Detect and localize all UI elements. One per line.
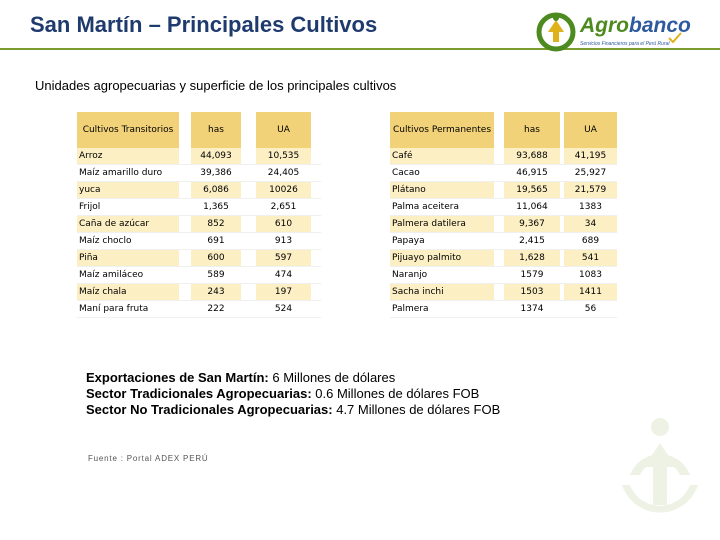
- table-row: [390, 267, 617, 284]
- column-header-crop: Cultivos Permanentes: [390, 112, 494, 148]
- column-header-crop: Cultivos Transitorios: [77, 112, 179, 148]
- source-note: Fuente : Portal ADEX PERÚ: [88, 454, 209, 463]
- crop-name-cell: Maní para fruta: [77, 301, 179, 318]
- ua-cell: 1411: [564, 284, 617, 301]
- hectares-cell: 1,628: [504, 250, 560, 267]
- hectares-cell: 1374: [504, 301, 560, 318]
- crop-name-cell: Palmera datilera: [390, 216, 494, 233]
- hectares-cell: 19,565: [504, 182, 560, 199]
- hectares-cell: 1579: [504, 267, 560, 284]
- table-row: [390, 233, 617, 250]
- table-row: [390, 199, 617, 216]
- hectares-cell: 1503: [504, 284, 560, 301]
- ua-cell: 474: [256, 267, 311, 284]
- section-subtitle: Unidades agropecuarias y superficie de los principales cultivos: [35, 78, 397, 93]
- crop-name-cell: Palmera: [390, 301, 494, 318]
- agrobanco-logo: [536, 10, 691, 58]
- hectares-cell: 691: [191, 233, 241, 250]
- transitory-crops-table: [77, 112, 321, 318]
- hectares-cell: 6,086: [191, 182, 241, 199]
- crop-name-cell: Frijol: [77, 199, 179, 216]
- hectares-cell: 93,688: [504, 148, 560, 165]
- table-row: [390, 165, 617, 182]
- crop-name-cell: Piña: [77, 250, 179, 267]
- ua-cell: 610: [256, 216, 311, 233]
- ua-cell: 913: [256, 233, 311, 250]
- agrobanco-leaf-icon: [536, 10, 578, 54]
- ua-cell: 597: [256, 250, 311, 267]
- column-header-ua: UA: [256, 112, 311, 148]
- crop-name-cell: Sacha inchi: [390, 284, 494, 301]
- hectares-cell: 243: [191, 284, 241, 301]
- table-row: [77, 199, 321, 216]
- ua-cell: 25,927: [564, 165, 617, 182]
- table-row: [390, 182, 617, 199]
- ua-cell: 34: [564, 216, 617, 233]
- crop-name-cell: Maíz amarillo duro: [77, 165, 179, 182]
- table-row: [77, 267, 321, 284]
- crop-name-cell: yuca: [77, 182, 179, 199]
- table-row: [390, 250, 617, 267]
- crop-name-cell: Maíz amiláceo: [77, 267, 179, 284]
- ua-cell: 21,579: [564, 182, 617, 199]
- table-row: [390, 284, 617, 301]
- hectares-cell: 1,365: [191, 199, 241, 216]
- table-row: [77, 233, 321, 250]
- crop-name-cell: Café: [390, 148, 494, 165]
- crop-name-cell: Maíz choclo: [77, 233, 179, 250]
- crop-name-cell: Arroz: [77, 148, 179, 165]
- crop-name-cell: Palma aceitera: [390, 199, 494, 216]
- ua-cell: 1383: [564, 199, 617, 216]
- ua-cell: 10,535: [256, 148, 311, 165]
- table-row: [77, 284, 321, 301]
- brand-tagline: Servicios Financieros para el Perú Rural: [580, 41, 670, 47]
- checkmark-icon: [668, 32, 682, 44]
- exports-total-line: [86, 370, 500, 386]
- hectares-cell: 222: [191, 301, 241, 318]
- table-header-row: [77, 112, 321, 148]
- table-row: [390, 148, 617, 165]
- brand-agro: Agro: [580, 14, 629, 37]
- exports-summary: [86, 370, 500, 418]
- ua-cell: 10026: [256, 182, 311, 199]
- exports-nontraditional-line: [86, 402, 500, 418]
- exports-total-value: 6 Millones de dólares: [272, 370, 396, 385]
- hectares-cell: 2,415: [504, 233, 560, 250]
- hectares-cell: 46,915: [504, 165, 560, 182]
- column-header-ua: UA: [564, 112, 617, 148]
- table-row: [77, 148, 321, 165]
- crop-name-cell: Naranjo: [390, 267, 494, 284]
- table-row: [77, 301, 321, 318]
- exports-nontraditional-value: 4.7 Millones de dólares FOB: [336, 402, 501, 417]
- exports-total-label: Exportaciones de San Martín:: [86, 370, 269, 385]
- ua-cell: 24,405: [256, 165, 311, 182]
- column-header-has: has: [504, 112, 560, 148]
- ua-cell: 541: [564, 250, 617, 267]
- hectares-cell: 600: [191, 250, 241, 267]
- table-row: [77, 182, 321, 199]
- exports-traditional-label: Sector Tradicionales Agropecuarias:: [86, 386, 312, 401]
- crop-name-cell: Cacao: [390, 165, 494, 182]
- hectares-cell: 11,064: [504, 199, 560, 216]
- ua-cell: 197: [256, 284, 311, 301]
- hectares-cell: 852: [191, 216, 241, 233]
- table-header-row: [390, 112, 617, 148]
- crop-name-cell: Plátano: [390, 182, 494, 199]
- table-row: [77, 250, 321, 267]
- table-row: [390, 216, 617, 233]
- ua-cell: 689: [564, 233, 617, 250]
- ua-cell: 41,195: [564, 148, 617, 165]
- table-row: [390, 301, 617, 318]
- column-header-has: has: [191, 112, 241, 148]
- ua-cell: 1083: [564, 267, 617, 284]
- exports-traditional-value: 0.6 Millones de dólares FOB: [315, 386, 480, 401]
- table-row: [77, 216, 321, 233]
- crop-name-cell: Pijuayo palmito: [390, 250, 494, 267]
- hectares-cell: 589: [191, 267, 241, 284]
- exports-nontraditional-label: Sector No Tradicionales Agropecuarias:: [86, 402, 333, 417]
- table-row: [77, 165, 321, 182]
- hectares-cell: 39,386: [191, 165, 241, 182]
- crop-name-cell: Caña de azúcar: [77, 216, 179, 233]
- ua-cell: 2,651: [256, 199, 311, 216]
- page-title: San Martín – Principales Cultivos: [30, 12, 378, 37]
- crop-name-cell: Maíz chala: [77, 284, 179, 301]
- crop-name-cell: Papaya: [390, 233, 494, 250]
- ua-cell: 524: [256, 301, 311, 318]
- ua-cell: 56: [564, 301, 617, 318]
- brand-banco: banco: [629, 14, 691, 37]
- hectares-cell: 9,367: [504, 216, 560, 233]
- permanent-crops-table: [390, 112, 617, 318]
- agrobanco-watermark-icon: [610, 405, 710, 525]
- hectares-cell: 44,093: [191, 148, 241, 165]
- exports-traditional-line: [86, 386, 500, 402]
